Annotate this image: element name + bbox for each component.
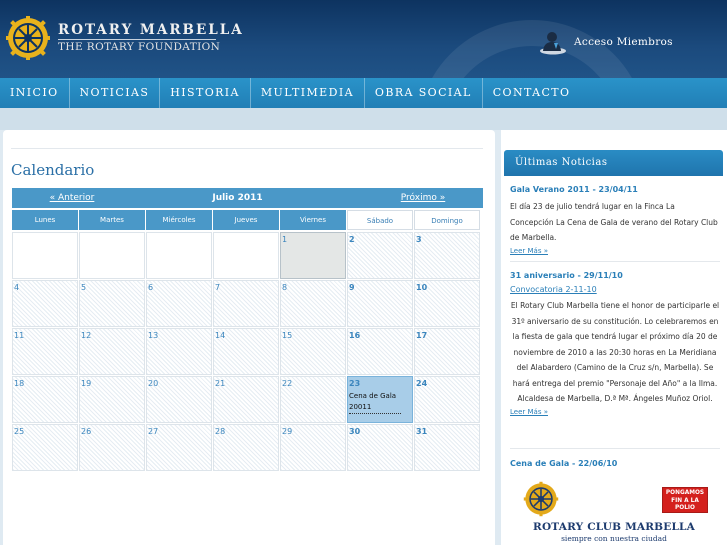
day-number: 26 — [81, 427, 92, 436]
main-top-divider — [11, 148, 483, 149]
day-number: 15 — [282, 331, 293, 340]
calendar-day-30[interactable] — [347, 424, 413, 471]
calendar-day-10[interactable] — [414, 280, 480, 327]
calendar-empty-cell — [79, 232, 145, 279]
weekday-lunes: Lunes — [12, 210, 78, 230]
day-number: 27 — [148, 427, 159, 436]
calendar-day-19[interactable] — [79, 376, 145, 423]
day-number: 17 — [416, 331, 428, 340]
brand-subtitle: THE ROTARY FOUNDATION — [58, 41, 221, 53]
calendar-weekday-header — [12, 210, 483, 230]
calendar-empty-cell — [12, 232, 78, 279]
calendar-day-3[interactable] — [414, 232, 480, 279]
nav-item-inicio[interactable]: INICIO — [0, 78, 70, 108]
day-number: 9 — [349, 283, 355, 292]
page-title: Calendario — [11, 161, 95, 179]
calendar-event-link[interactable]: Cena de Gala 20011 — [349, 391, 401, 414]
day-number: 2 — [349, 235, 355, 244]
calendar-day-31[interactable] — [414, 424, 480, 471]
member-user-icon — [538, 29, 568, 55]
nav-item-historia[interactable]: HISTORIA — [160, 78, 251, 108]
member-access-label: Acceso Miembros — [574, 36, 673, 48]
news-item — [510, 459, 720, 473]
day-number: 29 — [282, 427, 293, 436]
calendar-day-11[interactable] — [12, 328, 78, 375]
day-number: 22 — [282, 379, 293, 388]
day-number: 24 — [416, 379, 428, 388]
nav-item-multimedia[interactable]: MULTIMEDIA — [251, 78, 365, 108]
news-body: El día 23 de julio tendrá lugar en la Finca La Concepción La Cena de Gala de verano del Rotary Club de Marbella. — [510, 202, 718, 242]
day-number: 20 — [148, 379, 159, 388]
calendar-day-6[interactable] — [146, 280, 212, 327]
read-more-link[interactable]: Leer Más » — [510, 246, 548, 255]
day-number: 31 — [416, 427, 428, 436]
news-title[interactable]: 31 aniversario - 29/11/10 — [510, 271, 623, 280]
news-sidebar — [501, 130, 727, 545]
calendar-next-link[interactable]: Próximo » — [400, 193, 446, 203]
calendar-day-7[interactable] — [213, 280, 279, 327]
calendar-day-2[interactable] — [347, 232, 413, 279]
promo-club-name: ROTARY CLUB MARBELLA — [533, 521, 695, 533]
read-more-link[interactable]: Leer Más » — [510, 407, 548, 416]
site-header — [0, 0, 727, 78]
day-number: 7 — [215, 283, 221, 292]
news-item — [510, 185, 720, 255]
weekday-sabado: Sábado — [347, 210, 413, 230]
brand-divider — [58, 39, 216, 40]
day-number: 30 — [349, 427, 361, 436]
calendar-day-8[interactable] — [280, 280, 346, 327]
calendar-grid — [12, 232, 483, 471]
calendar-day-26[interactable] — [79, 424, 145, 471]
calendar-day-27[interactable] — [146, 424, 212, 471]
weekday-martes: Martes — [79, 210, 145, 230]
day-number: 18 — [14, 379, 25, 388]
day-number: 19 — [81, 379, 92, 388]
calendar-day-21[interactable] — [213, 376, 279, 423]
nav-item-noticias[interactable]: NOTICIAS — [70, 78, 161, 108]
calendar-day-28[interactable] — [213, 424, 279, 471]
calendar-day-22[interactable] — [280, 376, 346, 423]
calendar — [12, 188, 483, 471]
calendar-day-18[interactable] — [12, 376, 78, 423]
news-title[interactable]: Cena de Gala - 22/06/10 — [510, 459, 618, 468]
calendar-day-5[interactable] — [79, 280, 145, 327]
end-polio-badge[interactable]: PONGAMOS FIN A LA POLIO — [662, 487, 708, 513]
day-number: 23 — [349, 379, 361, 388]
rotary-wheel-logo-icon[interactable] — [5, 15, 51, 61]
day-number: 10 — [416, 283, 428, 292]
calendar-day-17[interactable] — [414, 328, 480, 375]
day-number: 13 — [148, 331, 159, 340]
rotary-wheel-icon — [523, 481, 559, 517]
calendar-empty-cell — [146, 232, 212, 279]
calendar-day-12[interactable] — [79, 328, 145, 375]
news-heading: Últimas Noticias — [504, 150, 723, 176]
nav-underband — [0, 108, 727, 130]
day-number: 8 — [282, 283, 288, 292]
calendar-empty-cell — [213, 232, 279, 279]
news-item — [510, 271, 720, 416]
weekday-miercoles: Miércoles — [146, 210, 212, 230]
day-number: 11 — [14, 331, 25, 340]
news-title[interactable]: Gala Verano 2011 - 23/04/11 — [510, 185, 638, 194]
calendar-day-16[interactable] — [347, 328, 413, 375]
calendar-day-24[interactable] — [414, 376, 480, 423]
calendar-day-25[interactable] — [12, 424, 78, 471]
day-number: 28 — [215, 427, 226, 436]
day-number: 4 — [14, 283, 20, 292]
day-number: 3 — [416, 235, 422, 244]
day-number: 5 — [81, 283, 87, 292]
calendar-day-4[interactable] — [12, 280, 78, 327]
calendar-day-9[interactable] — [347, 280, 413, 327]
news-divider — [510, 448, 720, 449]
calendar-day-13[interactable] — [146, 328, 212, 375]
nav-item-obra-social[interactable]: OBRA SOCIAL — [365, 78, 483, 108]
member-access-button[interactable] — [538, 29, 673, 55]
day-number: 6 — [148, 283, 154, 292]
main-content — [3, 130, 495, 545]
day-number: 14 — [215, 331, 226, 340]
calendar-month-label: Julio 2011 — [212, 193, 263, 203]
calendar-day-23-event[interactable] — [347, 376, 413, 423]
nav-item-contacto[interactable]: CONTACTO — [492, 86, 571, 99]
calendar-day-29[interactable] — [280, 424, 346, 471]
day-number: 16 — [349, 331, 361, 340]
calendar-prev-link[interactable]: « Anterior — [49, 193, 95, 203]
main-nav — [0, 78, 727, 108]
calendar-day-1[interactable] — [280, 232, 346, 279]
day-number: 25 — [14, 427, 25, 436]
calendar-day-14[interactable] — [213, 328, 279, 375]
news-body: El Rotary Club Marbella tiene el honor de participarle el 31º aniversario de su constitución. Lo celebraremos en la fiesta de gala que tendrá lugar el próximo día 20 de noviembre de 2010 a las 20:30 horas en La Meridiana del Alabardero (Camino de la Cruz s/n, Marbella). Se hará entrega del premio "Personaje del Año" a la Ilma. Alcaldesa de Marbella, D.ª Mª. Ángeles Muñoz Oriol. — [510, 301, 720, 403]
day-number: 12 — [81, 331, 92, 340]
weekday-domingo: Domingo — [414, 210, 480, 230]
news-divider — [510, 261, 720, 262]
weekday-viernes: Viernes — [280, 210, 346, 230]
day-number: 21 — [215, 379, 226, 388]
calendar-day-20[interactable] — [146, 376, 212, 423]
news-attachment-link[interactable]: Convocatoria 2-11-10 — [510, 285, 597, 294]
brand-title[interactable]: ROTARY MARBELLA — [58, 22, 244, 38]
day-number: 1 — [282, 235, 288, 244]
weekday-jueves: Jueves — [213, 210, 279, 230]
calendar-day-15[interactable] — [280, 328, 346, 375]
calendar-nav-bar — [12, 188, 483, 208]
promo-tagline: siempre con nuestra ciudad — [561, 534, 667, 543]
